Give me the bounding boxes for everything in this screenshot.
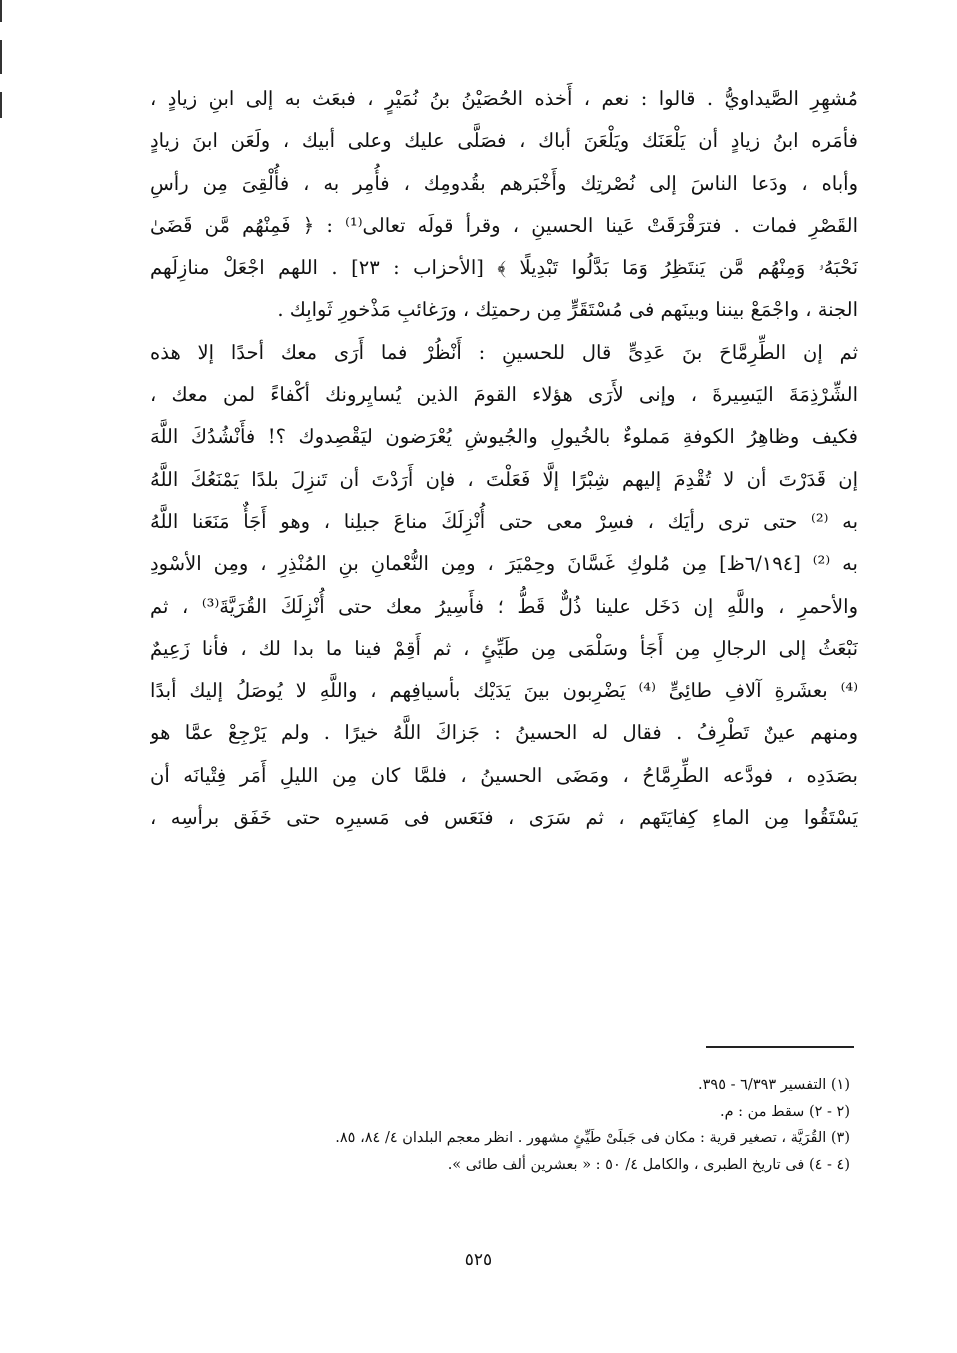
scan-edge-mark-lower	[0, 92, 2, 118]
text-line: نَبْعَثُ إلى الرجالِ مِن أَجَأ وسَلْمَى مِن طَيِّئٍ ، ثم أَقِمْ فينا ما بدا لك ، فأنا زَعِيمٌ	[150, 636, 858, 660]
scan-edge-mark-middle	[0, 40, 2, 74]
text-line: والأحمرِ ، واللَّهِ إن دَخَل علينا ذُلٌّ قَطُّ ؛ فأَسِيرُ معك حتى أُنْزِلَكَ القُرَيَّةَ⁽³⁾ ، ثم	[150, 594, 858, 618]
text-line: إن قَدَرْتَ أن لا تُقْدِمَ إليهم شِبْرًا إلَّا فَعَلْتَ ، فإن أَرَدْتَ أن تَنزِلَ بلدًا يَمْنَعُكَ اللَّهُ	[150, 467, 858, 491]
text-line: الشِّرْذِمَةَ اليَسِيرةَ ، وإنى لأَرَى هؤلاء القومَ الذين يُسايِرونك أكْفاءً لمن معك ،	[150, 383, 858, 407]
footnote-2: (٢ - ٢) سقط من : م.	[719, 1103, 850, 1120]
text-line: به ⁽²⁾ [٦/١٩٤ظ] مِن مُلوكِ غَسَّانَ وحِمْيَرَ ، ومِن النُّعْمانِ بنِ المُنْذِرِ ، ومِن الأسْودِ	[150, 552, 858, 576]
scan-edge-mark-top	[0, 0, 2, 22]
text-line: الجنة ، واجْمَعْ بيننا وبينَهم فى مُسْتَقَرٍّ مِن رحمتِك ، ورَغائبِ مَذْخورِ ثَوابِك .	[277, 298, 858, 322]
footnote-1: (١) التفسير ٦/٣٩٣ - ٣٩٥.	[698, 1077, 850, 1093]
text-line: وأباه ، ودَعا الناسَ إلى نُصْرتِك وأَخْبَرهم بقُدومِك ، فأُمِر به ، فأُلْقِىَ مِن رأسِ	[150, 171, 858, 195]
text-line: نَحْبَهُۥ وَمِنْهُم مَّن يَنتَظِرُ وَمَا بَدَّلُوا تَبْدِيلًا ﴾ [الأحزاب : ٢٣] . اللهم اجْعَلْ منازِلَهم	[150, 256, 858, 280]
text-line: به ⁽²⁾ حتى ترى رأيَك ، فسِرْ معى حتى أُنْزِلَكَ مناعَ جبلِنا ، وهو أَجَأٌ مَنَعَنا اللَّهُ	[150, 509, 858, 533]
text-line: فأمَره ابنُ زيادٍ أن يَلْعَنَك ويَلْعَنَ أباك ، فصَلَّى عليك وعلى أبيك ، ولَعَن ابنَ زيادٍ	[150, 129, 858, 153]
page-number: ٥٢٥	[464, 1250, 493, 1270]
footnote-4: (٤ - ٤) فى تاريخ الطبرى ، والكامل ٤/ ٥٠ : « بعشرين ألف طائى ».	[447, 1156, 850, 1173]
text-line: بصَدَدِه ، فودَّعه الطِّرِمَّاحُ ، ومَضَى الحسينُ ، فلمَّا كان مِن الليلِ أَمَر فِتْيانَه أن	[150, 763, 858, 787]
footnote-separator	[706, 1046, 854, 1048]
main-text-block	[150, 78, 858, 839]
text-line: مُشهِرِ الصَّيداويُّ . قالوا : نعم ، أَخذه الحُصَيْنُ بنُ نُمَيْرٍ ، فبعَث به إلى ابنِ زيادٍ ،	[150, 87, 858, 110]
footnotes-block	[150, 1072, 850, 1178]
footnote-3: (٣) القُرَيَّة ، تصغير قرية : مكان فى جَبلَىْ طَيِّئٍ مشهور . انظر معجم البلدان ٤/ ٨٤، ٨٥.	[335, 1130, 850, 1146]
text-line: فكيف وظاهِرُ الكوفةِ مَملوءٌ بالخُيولِ والجُيوشِ يُعْرَضون ليَقْصِدوك ؟! فأَنْشُدُكَ اللَّهَ	[150, 425, 858, 449]
text-line: ⁽⁴⁾ بعشَرةِ آلافِ طائِىٍّ ⁽⁴⁾ يَضْرِبون بينَ يَدَيْك بأسيافِهم ، واللَّهِ لا يُوصَلُ إليك أبدًا	[150, 679, 858, 703]
text-line: القَصْرِ فمات . فترَقْرَقَتْ عَينا الحسينِ ، وقرأ قولَه تعالى⁽¹⁾ : ﴿ فَمِنْهُم مَّن قَضَىٰ	[150, 213, 858, 237]
text-line: ثم إن الطِّرِمَّاحَ بنَ عَدِىٍّ قال للحسينِ : أَنْظُرْ فما أَرَى معك أحدًا إلا هذه	[150, 340, 858, 364]
text-line: ومنهم عينٌ تَطْرِفُ . فقال له الحسينُ : جَزاكَ اللَّهُ خيرًا . ولم يَرْجِعْ عمَّا هو	[150, 721, 858, 745]
text-line: يَسْتَقُوا مِن الماءِ كِفايَتَهم ، ثم سَرَى ، فنَعَس فى مَسيرِه حتى خَفَق برأسِه ،	[150, 806, 858, 830]
